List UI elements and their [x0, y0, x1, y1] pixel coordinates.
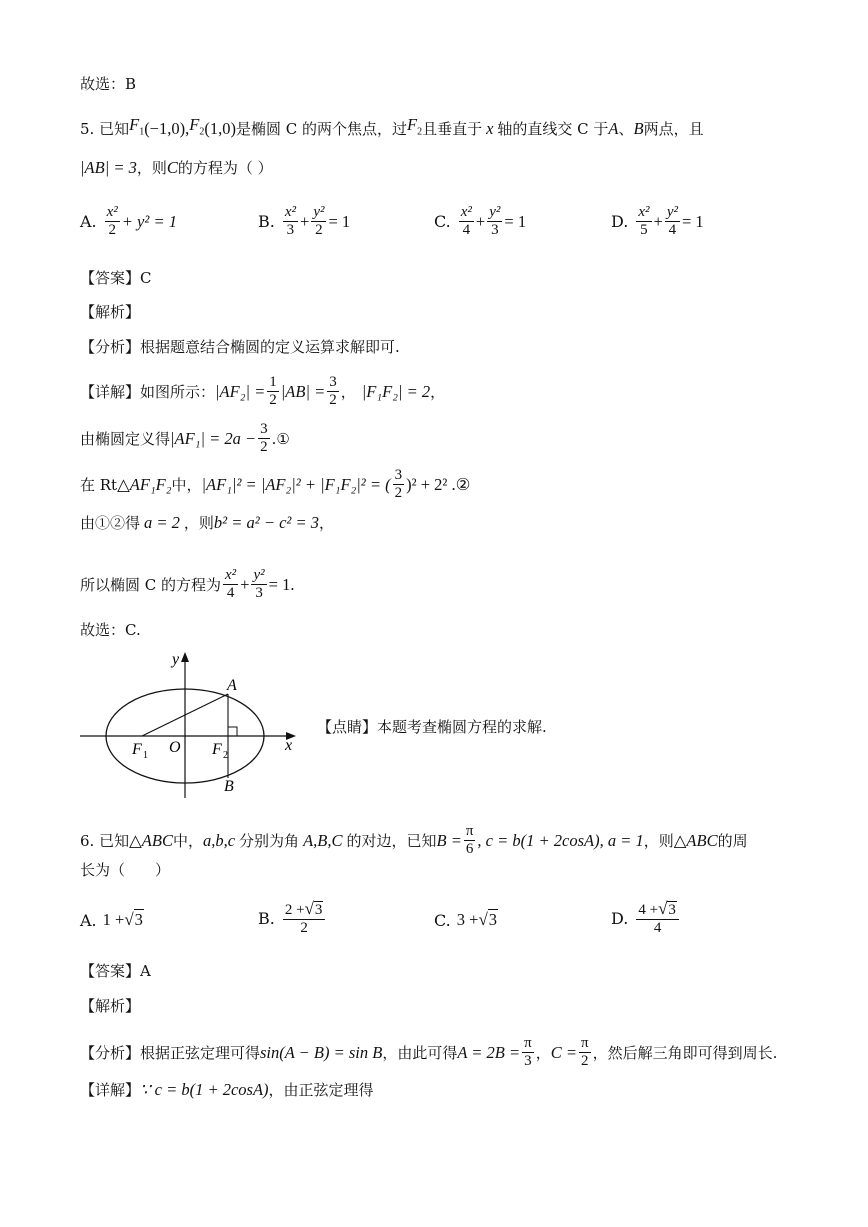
f2-value: (1,0): [204, 118, 236, 138]
math: 3 +: [456, 910, 479, 929]
math: b² = a² − c² = 3: [213, 513, 319, 532]
q5-detail-line3: [80, 467, 470, 502]
math: , c = b(1 + 2cosA), a = 1: [477, 830, 644, 850]
q6-number: 6. 已知: [80, 831, 130, 850]
fraction: $\frac{4 +√3}{4}$: [636, 900, 679, 937]
text: 的周: [717, 831, 748, 850]
fraction: $\frac{\pi}{6}$: [465, 823, 474, 857]
c-var: C: [166, 158, 178, 177]
fraction: $\frac{\text{y²}}{3}$: [489, 204, 501, 238]
eq: = 1: [328, 211, 351, 231]
math: |AF₂| =: [215, 381, 266, 401]
label-o: O: [169, 739, 181, 756]
q5-choice: 故选：C.: [80, 621, 141, 639]
punct: ，: [535, 1043, 551, 1062]
q5-option-b[interactable]: [258, 204, 350, 239]
text: 由椭圆定义得: [80, 429, 171, 448]
label-b: B: [224, 778, 234, 795]
f1-value: (−1,0),: [144, 118, 190, 138]
text: .①: [271, 429, 290, 448]
fraction: $\frac{\text{x²}}{4}$: [225, 567, 237, 601]
q5-option-d[interactable]: [611, 204, 704, 239]
text: ，由此可得: [382, 1043, 458, 1062]
q5-text: 是椭圆 C 的两个焦点，过: [235, 119, 407, 138]
fraction: $\frac{\text{x²}}{3}$: [284, 204, 296, 238]
op: +: [653, 211, 663, 231]
ellipse-figure: [78, 648, 308, 798]
q5-text: 两点，且: [643, 119, 704, 138]
q6-answer: 【答案】A: [80, 962, 151, 980]
fraction: $\frac{1}{2}$: [269, 374, 277, 408]
math: △ABC: [673, 830, 718, 850]
q6-analysis: 【解析】: [80, 997, 141, 1015]
fraction: $\frac{\pi}{2}$: [581, 1035, 589, 1069]
q5-text: 、: [618, 119, 634, 138]
f2-symbol-2: $F_2$: [406, 115, 423, 138]
prev-choice: 故选：B: [80, 75, 137, 93]
q5-note: 【点睛】本题考查椭圆方程的求解.: [317, 718, 547, 736]
f2-symbol: $F_2$: [189, 115, 205, 138]
q6-stem-line1: [80, 823, 748, 858]
text: ，然后解三角即可得到周长.: [592, 1043, 778, 1062]
q5-detail-line1: [80, 374, 445, 409]
sqrt: √3: [478, 910, 498, 929]
math: |AF₁|² = |AF₂|² + |F₁F₂|² = (: [201, 474, 391, 494]
point-b: B: [633, 118, 644, 138]
point-a: A: [608, 118, 619, 138]
q6-stem-line2: 长为（ ）: [80, 861, 171, 879]
text: 在 Rt: [80, 475, 118, 494]
option-label: A.: [80, 910, 97, 930]
text: 中，: [172, 831, 203, 850]
punct: ，: [430, 382, 446, 401]
option-label: D.: [611, 212, 629, 231]
punct: ，: [340, 382, 356, 401]
math: ∵ c = b(1 + 2cosA): [140, 1080, 269, 1099]
label-f1: F: [132, 741, 142, 758]
math: |F₁F₂| = 2: [361, 381, 431, 401]
math: |AF₁| = 2a −: [170, 428, 257, 448]
y-label: y: [172, 651, 180, 668]
math: )² + 2² .②: [406, 474, 471, 494]
right-angle-mark: [228, 727, 237, 736]
option-label: C.: [434, 910, 451, 930]
math: |AB| =: [280, 381, 326, 401]
x-label: x: [285, 737, 293, 754]
fraction: $\frac{3}{2}$: [394, 467, 403, 501]
fraction: $\frac{\text{y²}}{3}$: [253, 567, 265, 601]
option-label: D.: [611, 909, 629, 928]
q5-option-c[interactable]: [434, 204, 526, 239]
fraction: $\frac{\text{x²}}{5}$: [638, 204, 650, 238]
text: 分别为角: [239, 831, 300, 850]
label-f2-sub: 2: [223, 750, 228, 761]
option-label: C.: [434, 212, 451, 231]
q5-text: 轴的直线交 C 于: [497, 119, 609, 138]
q5-answer: 【答案】C: [80, 269, 152, 287]
math: △ABC: [129, 830, 173, 850]
f1-symbol: $F_1$: [129, 115, 145, 138]
q6-option-a[interactable]: [80, 910, 144, 930]
fraction: $\frac{\text{x²}}{4}$: [460, 204, 472, 238]
fraction: $\frac{3}{2}$: [329, 374, 337, 408]
text: ，由正弦定理得: [268, 1081, 374, 1099]
fraction: $\frac{\text{y²}}{4}$: [666, 204, 678, 238]
math: A,B,C: [303, 830, 343, 850]
math: a = 2: [144, 513, 180, 532]
text: 中，: [171, 475, 202, 494]
fraction: $\frac{2 +√3}{2}$: [283, 900, 326, 937]
math: B =: [436, 830, 462, 850]
q5-number: 5. 已知: [80, 119, 130, 138]
label-a: A: [227, 677, 237, 694]
op: +: [240, 574, 250, 594]
q6-option-b[interactable]: [258, 900, 327, 937]
label-f1-sub: 1: [143, 750, 148, 761]
text: 【分析】根据正弦定理可得: [80, 1043, 261, 1062]
eq: = 1: [504, 211, 527, 231]
detail-tag: 【详解】: [80, 1081, 141, 1099]
x-var: x: [486, 118, 494, 138]
q5-text: 且垂直于: [422, 119, 483, 138]
q6-option-d[interactable]: [611, 900, 681, 937]
q6-fenxi: [80, 1035, 777, 1070]
math: △AF₁F₂: [117, 474, 172, 494]
fraction: $\frac{\text{y²}}{2}$: [313, 204, 325, 238]
math: C =: [550, 1042, 577, 1062]
op: +: [475, 211, 486, 231]
math: A = 2B =: [457, 1042, 521, 1062]
math: 1 +: [102, 910, 125, 929]
fraction: $\frac{3}{2}$: [260, 421, 268, 455]
ab-length: |AB| = 3: [80, 158, 137, 177]
q5-analysis: 【解析】: [80, 303, 141, 321]
text: 由①②得: [80, 514, 141, 532]
text: 的对边，已知: [346, 831, 437, 850]
q5-detail-line5: [80, 567, 294, 602]
q6-detail: [80, 1080, 374, 1100]
q5-fenxi: 【分析】根据题意结合椭圆的定义运算求解即可.: [80, 338, 400, 356]
text: 所以椭圆 C 的方程为: [80, 575, 222, 594]
option-label: B.: [258, 212, 275, 231]
text: ，则: [643, 831, 674, 850]
eq: = 1.: [268, 574, 295, 594]
q5-detail-line2: [80, 421, 290, 456]
y-axis-arrow: [181, 652, 189, 662]
q6-option-c[interactable]: [434, 910, 498, 930]
fraction: $\frac{\pi}{3}$: [524, 1035, 532, 1069]
eq: = 1: [681, 211, 704, 231]
sqrt: √3: [124, 910, 143, 929]
option-label: A.: [80, 212, 97, 231]
q5-text: ，则: [136, 159, 167, 177]
fraction: $\frac{\text{x²}}{2}$: [106, 204, 118, 238]
math: sin(A − B) = sin B: [260, 1042, 383, 1062]
detail-tag: 【详解】如图所示：: [80, 382, 216, 401]
text: ，则: [183, 514, 214, 532]
q5-option-a[interactable]: [80, 204, 177, 239]
text: ，: [319, 514, 335, 532]
op: +: [300, 211, 310, 231]
q5-text: 的方程为（ ）: [177, 159, 273, 177]
q5-stem-line1: [80, 115, 704, 142]
label-f2: F: [212, 741, 222, 758]
math: a,b,c: [202, 830, 236, 850]
option-label: B.: [258, 909, 275, 928]
q5-stem-line2: [80, 158, 273, 178]
option-rest: + y² = 1: [121, 211, 177, 231]
q5-detail-line4: [80, 513, 334, 533]
